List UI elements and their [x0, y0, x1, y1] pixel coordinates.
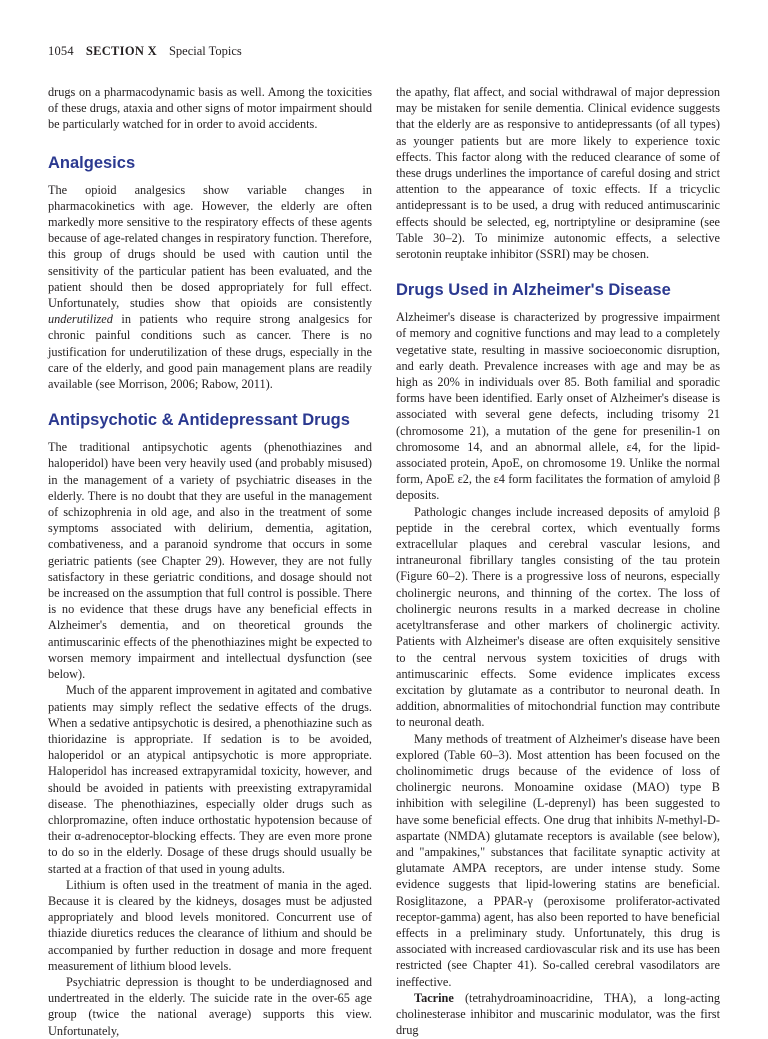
left-column — [48, 84, 372, 1039]
paragraph: The traditional antipsychotic agents (phenothiazines and haloperidol) have been very heavily used (and probably misused) in the management of a variety of psychiatric diseases in the elderly. There is no doubt that they are useful in the management of schizophrenia in old age, and also in the treatment of some symptoms associated with delirium, dementia, agitation, combativeness, and a paranoid syndrome that occurs in some geriatric patients (see Chapter 29). However, they are not fully satisfactory in these geriatric conditions, and dosage should not be increased on the assumption that full control is possible. There is no evidence that these drugs have any beneficial effects in Alzheimer's dementia, and on theoretical grounds the antimuscarinic effects of the phenothiazines might be expected to worsen memory impairment and intellectual dysfunction (see below). — [48, 440, 372, 682]
section-title: Special Topics — [168, 44, 242, 58]
heading-alzheimers: Drugs Used in Alzheimer's Disease — [396, 281, 671, 300]
section-label: SECTION X — [85, 44, 157, 58]
paragraph: Pathologic changes include increased deposits of amyloid β peptide in the cerebral cortex, which eventually forms extracellular plaques and cerebral vascular lesions, and intraneuronal fibrillary tangles consisting of the tau protein (Figure 60–2). There is a progressive loss of neurons, especially cholinergic neurons, and thinning of the cortex. The loss of cholinergic neurons results in a marked decrease in choline acetyltransferase and other markers of cholinergic activity. Patients with Alzheimer's disease are often exquisitely sensitive to the central nervous system toxicities of drugs with antimuscarinic effects. Some evidence implicates excess excitation by glutamate as a contributor to neuronal death. In addition, abnormalities of mitochondrial function may contribute to neuronal death. — [396, 504, 720, 730]
running-head — [48, 44, 242, 59]
text-run: in patients who require strong analgesics for chronic painful conditions such as cancer. There is no justification for underutilization of these drugs, especially in the care of the elderly, and good pain management plans are readily available (see Morrison, 2006; Rabow, 2011). — [48, 312, 372, 392]
paragraph-analgesics — [48, 182, 372, 393]
paragraph: drugs on a pharmacodynamic basis as well. Among the toxicities of these drugs, ataxia and other signs of motor impairment should be particularly watched for in order to avoid accidents. — [48, 85, 372, 132]
paragraph: Much of the apparent improvement in agitated and combative patients may simply reflect the sedative effects of the drugs. When a sedative antipsychotic is desired, a phenothiazine such as thioridazine is appropriate. If sedation is to be avoided, haloperidol or an atypical antipsychotic is more appropriate. Haloperidol has increased extrapyramidal toxicity, however, and should be avoided in patients with preexisting extrapyramidal disease. The phenothiazines, especially older drugs such as chlorpromazine, often induce orthostatic hypotension because of their α-adrenoceptor-blocking effects. They are even more prone to do so in the elderly. Dosage of these drugs should usually be started at a fraction of that used in young adults. — [48, 683, 372, 876]
emphasis: underutilized — [48, 312, 113, 327]
right-column — [396, 84, 720, 1038]
text-run: -methyl-D-aspartate (NMDA) glutamate receptors is available (see below), and "ampakines," substances that facilitate synaptic activity at glutamate AMPA receptors, are under intense study. Some evidence suggests that lipid-lowering statins are beneficial. Rosiglitazone, a PPAR-γ (peroxisome proliferator-activated receptor-gamma) agent, has also been reported to have beneficial effects in a preliminary study. Unfortunately, this drug is associated with increased cardiovascular risk and its use has been restricted (see Chapter 41). So-called cerebral vasodilators are ineffective. — [396, 812, 720, 989]
paragraph: Lithium is often used in the treatment of mania in the aged. Because it is cleared by the kidneys, dosages must be adjusted appropriately and blood levels monitored. Concurrent use of thiazide diuretics reduces the clearance of lithium and should be accompanied by further reduction in dosage and more frequent measurement of lithium blood levels. — [48, 877, 372, 973]
paragraph: the apathy, flat affect, and social withdrawal of major depression may be mistaken for senile dementia. Clinical evidence suggests that the elderly are as responsive to antidepressants (of all types) as younger patients but are more likely to experience toxic effects. This factor along with the reduced clearance of some of these drugs underlines the importance of careful dosing and strict attention to the appearance of toxic effects. If a tricyclic antidepressant is to be used, a drug with reduced antimuscarinic effects should be selected, eg, nortriptyline or desipramine (see Table 30–2). To minimize autonomic effects, a selective serotonin reuptake inhibitor (SSRI) may be chosen. — [396, 85, 720, 262]
page-number: 1054 — [48, 44, 74, 58]
drug-name: Tacrine — [414, 990, 454, 1005]
paragraph: Psychiatric depression is thought to be underdiagnosed and undertreated in the elderly. The suicide rate in the over-65 age group (twice the national average) supports this view. Unfortunately, — [48, 974, 372, 1038]
paragraph: Alzheimer's disease is characterized by progressive impairment of memory and cognitive functions and may lead to a completely vegetative state, resulting in massive socioeconomic disruption, and early death. Prevalence increases with age and may be as high as 20% in individuals over 85. Both familial and sporadic forms have been identified. Early onset of Alzheimer's disease is associated with several gene defects, including trisomy 21 (chromosome 21), a mutation of the gene for presenilin-1 on chromosome 14, and an abnormal allele, ε4, for the lipid-associated protein, ApoE, on chromosome 19. Unlike the normal form, ApoE ε2, the ε4 form facilitates the formation of amyloid β deposits. — [396, 310, 720, 503]
heading-analgesics: Analgesics — [48, 153, 136, 172]
text-run: (tetrahydroaminoacridine, THA), a long-acting cholinesterase inhibitor and muscarinic modulator, was the first drug — [396, 990, 720, 1038]
paragraph-treatment — [396, 731, 720, 990]
text-run: Many methods of treatment of Alzheimer's disease have been explored (Table 60–3). Most attention has been focused on the cholinomimetic drugs because of the evidence of loss of cholinergic neurons. Monoamine oxidase (MAO) type B inhibition with selegiline (L-deprenyl) has been suggested to have some beneficial effects. One drug that inhibits — [396, 731, 720, 827]
paragraph-tacrine — [396, 990, 720, 1039]
heading-antipsychotic: Antipsychotic & Antidepressant Drugs — [48, 411, 350, 430]
emphasis: N — [656, 812, 665, 827]
text-run: The opioid analgesics show variable changes in pharmacokinetics with age. However, the elderly are often markedly more sensitive to the respiratory effects of these agents because of age-related changes in respiratory function. Therefore, this group of drugs should be used with caution until the sensitivity of the particular patient has been evaluated, and the patient should then be dosed appropriately for full effect. Unfortunately, studies show that opioids are consistently — [48, 182, 372, 311]
